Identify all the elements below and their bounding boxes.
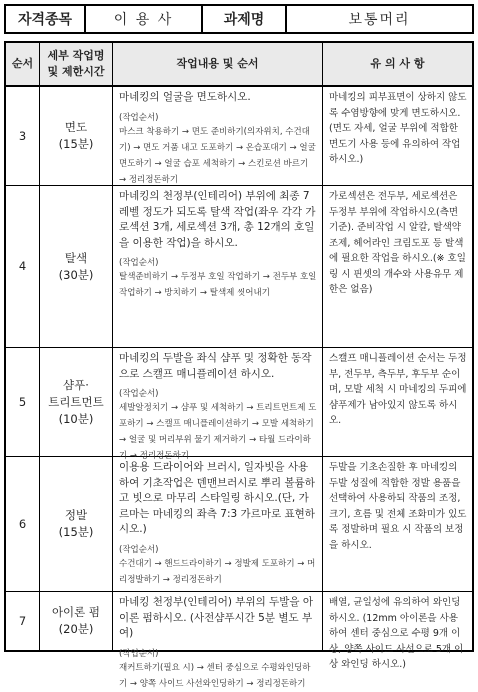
content-cell — [113, 592, 323, 689]
content-cell — [113, 457, 323, 591]
task-table — [4, 41, 474, 689]
content-main: 마네킹의 얼굴을 면도하시오. — [119, 91, 251, 103]
task-name-cell — [40, 457, 113, 591]
col-content-header: 작업내용 및 순서 — [113, 43, 323, 85]
procedure-text: 세발알정치기 → 샴푸 및 세척하기 → 트리트먼트제 도포하기 → 스캘프 매니플레이션하기 → 모발 세척하기 → 얼굴 및 머리부위 물기 제거하기 → 타월 드라이하기 → 정리정돈하기 — [119, 403, 317, 461]
task-name: 아이론 펌 — [51, 605, 101, 619]
procedure-text: 수건대기 → 핸드드라이하기 → 정발제 도포하기 → 머리정발하기 → 정리정돈하기 — [119, 558, 316, 585]
notes-cell: 마네킹의 피부표면이 상하지 않도록 수염방향에 맞게 면도하시오. (면도 자세, 얼굴 부위에 적합한 면도기 사용 등에 유의하여 작업하시오.) — [329, 92, 467, 165]
task-name: 샴푸· — [63, 377, 89, 392]
task-time: (10분) — [58, 411, 94, 426]
notes-cell: 스캘프 매니플레이션 순서는 두정부, 전두부, 측두부, 후두부 순이며, 모발 세척 시 마네킹의 두피에 샴푸제가 남아있지 않도록 하시오. — [329, 353, 467, 426]
content-cell — [113, 348, 323, 461]
table-row — [6, 87, 472, 186]
content-main: 마네킹 천정부(인테리어) 부위의 두발을 아이론 펌하시오. (사전샴푸시간 5분 별도 부여) — [119, 596, 313, 639]
label-task: 과제명 — [203, 6, 287, 32]
content-main: 마네킹의 두발을 좌식 샴푸 및 정확한 동작으로 스캘프 매니플레이션 하시오. — [119, 352, 312, 380]
order-cell: 6 — [6, 457, 40, 591]
content-main: 마네킹의 천정부(인테리어) 부위에 최종 7레벨 정도가 되도록 탈색 작업(좌우 각각 가로섹션 3개, 세로섹션 3개, 총 12개의 호일을 이용한 작업)을 하시오. — [119, 190, 316, 249]
procedure-text: 마스크 착용하기 → 면도 준비하기(의자위치, 수건대기) → 면도 거품 내고 도포하기 → 온습포대기 → 얼굴면도하기 → 얼굴 습포 세척하기 → 스킨로션 바르기 → 정리정돈하기 — [119, 126, 316, 185]
order-cell: 4 — [6, 186, 40, 347]
col-notes-header: 유 의 사 항 — [370, 57, 425, 70]
procedure-heading: (작업순서) — [119, 112, 159, 123]
procedure-heading: (작업순서) — [119, 544, 159, 555]
table-header-row — [6, 43, 472, 87]
content-main: 이용용 드라이어와 브러시, 일자빗을 사용하여 기초작업은 덴맨브러시로 뿌리 볼륨하고 빗으로 마무리 스타일링 하시오.(단, 가르마는 마네킹의 좌측 7:3 가르마로 표현하시오.) — [119, 461, 315, 535]
task-name: 정발 — [64, 508, 88, 522]
table-row — [6, 186, 472, 348]
task-time: (30분) — [58, 267, 94, 282]
task-name: 탈색 — [64, 250, 88, 265]
procedure-heading: (작업순서) — [119, 648, 159, 659]
task-name-cell — [40, 186, 113, 347]
label-category: 자격종목 — [6, 6, 86, 32]
table-row — [6, 592, 472, 689]
order-cell: 3 — [6, 87, 40, 185]
content-cell — [113, 186, 323, 347]
notes-cell: 가로섹션은 전두부, 세로섹션은 두정부 부위에 작업하시오(측면 기준). 준비작업 시 알칼, 탈색약 조제, 헤어라인 크림도포 등 탈색에 필요한 작업을 하시오.(※ 호일링 시 핀셋의 개수와 사용유무 제한은 없음) — [329, 191, 466, 295]
order-cell: 5 — [6, 348, 40, 456]
task-name-cell — [40, 348, 113, 456]
title-header — [4, 4, 474, 34]
task-time: (15분) — [58, 525, 94, 539]
notes-cell: 배열, 균일성에 유의하여 와인딩 하시오. (12mm 아이론을 사용하여 센터 중심으로 수평 9개 이상, 양쪽 사이드 사선으로 5개 이상 와인딩 하시오.) — [329, 597, 464, 670]
table-row — [6, 348, 472, 461]
task-name: 면도 — [64, 120, 88, 134]
procedure-heading: (작업순서) — [119, 389, 159, 399]
task-name-cell — [40, 87, 113, 185]
procedure-text: 재커트하기(필요 시) → 센터 중심으로 수평와인딩하기 → 양쪽 사이드 사선와인딩하기 → 정리정돈하기 — [119, 662, 311, 689]
content-cell — [113, 87, 323, 185]
value-category: 이 용 사 — [86, 6, 203, 32]
procedure-heading: (작업순서) — [119, 258, 159, 268]
task-time: (15분) — [58, 137, 94, 151]
table-row — [6, 457, 472, 592]
value-task: 보통머리 — [348, 12, 411, 28]
task-name-line2: 트리트먼트 — [48, 394, 104, 409]
order-cell: 7 — [6, 592, 40, 650]
col-order-header: 순서 — [6, 43, 40, 85]
task-time: (20분) — [58, 622, 94, 636]
procedure-text: 탈색준비하기 → 두정부 호일 작업하기 → 전두부 호일작업하기 → 방치하기 → 탈색제 씻어내기 — [119, 272, 317, 298]
notes-cell: 두발을 기초손질한 후 마네킹의 두발 성질에 적합한 정발 용품을 선택하여 사용하되 작품의 조정, 크기, 흐름 및 전체 조화미가 있도록 정발하며 필요 시 작품의 보정을 하시오. — [329, 462, 467, 551]
task-name-cell — [40, 592, 113, 650]
col-detail-header: 세부 작업명 및 제한시간 — [40, 43, 113, 85]
